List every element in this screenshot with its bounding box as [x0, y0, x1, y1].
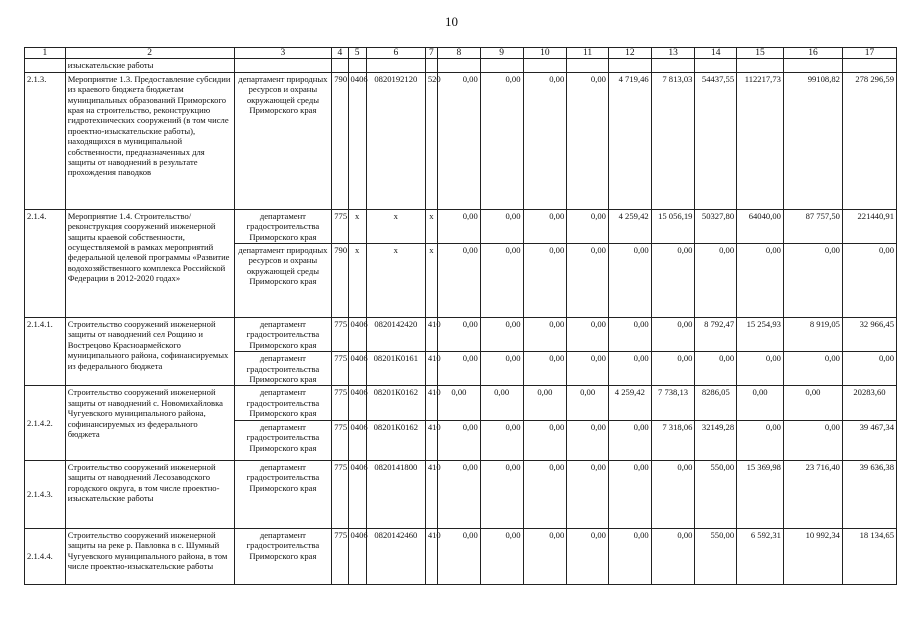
header-cell: 6 — [366, 48, 425, 59]
budget-table — [24, 47, 897, 585]
cell-value: 0,00 — [480, 209, 523, 243]
cell-value: 0,00 — [523, 209, 567, 243]
cell-value: 0,00 — [783, 352, 842, 386]
cell-value: 0,00 — [608, 420, 651, 460]
table-row — [25, 209, 897, 243]
cell-value: 0,00 — [438, 209, 481, 243]
cell-value: 39 636,38 — [842, 460, 896, 528]
cell-value: 0406 — [348, 460, 366, 528]
cell-value: 0406 — [348, 72, 366, 209]
cell-value: 775 — [332, 352, 348, 386]
row-organization: департамент градостроительства Приморского края — [234, 460, 332, 528]
cell-value: 0820141800 — [366, 460, 425, 528]
cell-value: 775 — [332, 209, 348, 243]
row-number: 2.1.4.1. — [25, 318, 66, 386]
cell-value: 0,00 — [783, 386, 842, 420]
cell-value: 8286,05 — [695, 386, 737, 420]
cell-value: 0,00 — [480, 244, 523, 318]
cell-value: 790 — [332, 244, 348, 318]
header-cell: 3 — [234, 48, 332, 59]
cell-value: 0,00 — [523, 460, 567, 528]
continuation-text: изыскательские работы — [65, 59, 234, 72]
table-row — [25, 528, 897, 584]
cell-value: х — [366, 244, 425, 318]
cell-value: 550,00 — [695, 460, 737, 528]
cell-value: 0,00 — [737, 352, 784, 386]
cell-value: 790 — [332, 72, 348, 209]
cell-value: 0,00 — [480, 528, 523, 584]
cell-value: 0,00 — [783, 244, 842, 318]
cell-value: 0,00 — [523, 420, 567, 460]
cell-value: 0,00 — [695, 244, 737, 318]
cell-value: 0,00 — [567, 244, 609, 318]
cell-value: 0,00 — [608, 528, 651, 584]
cell-value: 0,00 — [567, 72, 609, 209]
page-number: 10 — [445, 14, 458, 29]
row-organization: департамент градостроительства Приморского края — [234, 352, 332, 386]
cell-value: 0,00 — [480, 460, 523, 528]
table-row — [25, 460, 897, 528]
row-number: 2.1.3. — [25, 72, 66, 209]
cell-value: 0,00 — [438, 318, 481, 352]
cell-value: 112217,73 — [737, 72, 784, 209]
cell-value: 0,00 — [480, 352, 523, 386]
cell-value: 0,00 — [480, 318, 523, 352]
cell-value: 4 719,46 — [608, 72, 651, 209]
cell-value: 775 — [332, 528, 348, 584]
cell-value: 0,00 — [438, 72, 481, 209]
cell-value: 0,00 — [608, 460, 651, 528]
cell-value: 54437,55 — [695, 72, 737, 209]
cell-value: 99108,82 — [783, 72, 842, 209]
cell-value: 0,00 — [608, 352, 651, 386]
header-cell: 13 — [651, 48, 695, 59]
header-cell: 12 — [608, 48, 651, 59]
row-number: 2.1.4. — [25, 209, 66, 317]
cell-value: 0,00 — [737, 420, 784, 460]
cell-value: 0406 — [348, 420, 366, 460]
cell-value: 0,00 — [567, 420, 609, 460]
row-name: Строительство сооружений инженерной защиты от наводнений Лесозаводского городского округа, в том числе проектно-изыскательские работы — [65, 460, 234, 528]
cell-value: 410 — [425, 318, 437, 352]
cell-value: 8 792,47 — [695, 318, 737, 352]
cell-value: 0,00 — [842, 352, 896, 386]
cell-value: 0,00 — [523, 244, 567, 318]
cell-value: 0,00 — [695, 352, 737, 386]
cell-value: 0406 — [348, 352, 366, 386]
cell-value: 0,00 — [567, 386, 609, 420]
cell-value: 278 296,59 — [842, 72, 896, 209]
cell-value: 32149,28 — [695, 420, 737, 460]
cell-value: 0,00 — [651, 244, 695, 318]
cell-value: 0,00 — [438, 386, 481, 420]
cell-value: 0,00 — [651, 352, 695, 386]
row-number: 2.1.4.2. — [25, 386, 66, 460]
header-row — [25, 48, 897, 59]
cell-value: 410 — [425, 386, 437, 420]
cell-value: х — [366, 209, 425, 243]
cell-value: 64040,00 — [737, 209, 784, 243]
cell-value: 15 056,19 — [651, 209, 695, 243]
row-organization: департамент природных ресурсов и охраны окружающей среды Приморского края — [234, 244, 332, 318]
cell-value: 23 716,40 — [783, 460, 842, 528]
cell-value: 775 — [332, 420, 348, 460]
row-name: Мероприятие 1.4. Строительство/реконструкция сооружений инженерной защиты краевой собственности, осуществляемой в рамках мероприятий федеральной целевой программы «Развитие водохозяйственного комплекса Российской Федерации в 2012-2020 годах» — [65, 209, 234, 317]
cell-value: 0820142420 — [366, 318, 425, 352]
cell-value: 39 467,34 — [842, 420, 896, 460]
cell-value: 7 318,06 — [651, 420, 695, 460]
cell-value: 0406 — [348, 318, 366, 352]
table-row-continuation — [25, 59, 897, 72]
cell-value: 0,00 — [438, 244, 481, 318]
cell-value: 0,00 — [567, 318, 609, 352]
cell-value: 410 — [425, 460, 437, 528]
cell-value: 0,00 — [567, 528, 609, 584]
cell-value: 10 992,34 — [783, 528, 842, 584]
cell-value: 410 — [425, 420, 437, 460]
table-row — [25, 72, 897, 209]
cell-value: 0,00 — [480, 72, 523, 209]
row-organization: департамент градостроительства Приморского края — [234, 420, 332, 460]
cell-value: 0,00 — [438, 528, 481, 584]
cell-value: 87 757,50 — [783, 209, 842, 243]
header-cell: 11 — [567, 48, 609, 59]
header-cell: 15 — [737, 48, 784, 59]
cell-value: 775 — [332, 386, 348, 420]
cell-value: 0,00 — [438, 420, 481, 460]
cell-value: 32 966,45 — [842, 318, 896, 352]
cell-value: 50327,80 — [695, 209, 737, 243]
row-number: 2.1.4.4. — [25, 528, 66, 584]
cell-value: 0,00 — [842, 244, 896, 318]
cell-value: 0,00 — [651, 460, 695, 528]
cell-value: 520 — [425, 72, 437, 209]
cell-value: 0,00 — [438, 460, 481, 528]
cell-value: 0406 — [348, 386, 366, 420]
cell-value: 8 919,05 — [783, 318, 842, 352]
cell-value: 0820192120 — [366, 72, 425, 209]
cell-value: 7 813,03 — [651, 72, 695, 209]
cell-value: 0,00 — [651, 528, 695, 584]
row-name: Строительство сооружений инженерной защиты от наводнений с. Новомихайловка Чугуевского муниципального района, софинансируемых из федерального бюджета — [65, 386, 234, 460]
header-cell: 1 — [25, 48, 66, 59]
cell-value: 221440,91 — [842, 209, 896, 243]
cell-value: 08201К0162 — [366, 420, 425, 460]
cell-value: 20283,60 — [842, 386, 896, 420]
cell-value: 775 — [332, 318, 348, 352]
cell-value: 15 254,93 — [737, 318, 784, 352]
cell-value: 18 134,65 — [842, 528, 896, 584]
row-name: Строительство сооружений инженерной защиты на реке р. Павловка в с. Шумный Чугуевского муниципального района, в том числе проектно-изыскательские работы — [65, 528, 234, 584]
row-name: Мероприятие 1.3. Предоставление субсидии из краевого бюджета бюджетам муниципальных образований Приморского края на строительство, реконструкцию гидротехнических сооружений (в том числе проектно-изыскательские работы), находящихся в муниципальной собственности, предназначенных для защиты от наводнений в результате прохождения паводков — [65, 72, 234, 209]
cell-value: 0,00 — [567, 352, 609, 386]
row-organization: департамент градостроительства Приморского края — [234, 209, 332, 243]
cell-value: 0,00 — [438, 352, 481, 386]
row-organization: департамент градостроительства Приморского края — [234, 318, 332, 352]
cell-value: 0406 — [348, 528, 366, 584]
cell-value: 0,00 — [523, 528, 567, 584]
cell-value: 08201К0161 — [366, 352, 425, 386]
cell-value: 0,00 — [567, 460, 609, 528]
cell-value: 0,00 — [523, 352, 567, 386]
row-organization: департамент природных ресурсов и охраны окружающей среды Приморского края — [234, 72, 332, 209]
cell-value: х — [348, 209, 366, 243]
cell-value: 0820142460 — [366, 528, 425, 584]
cell-value: 0,00 — [523, 386, 567, 420]
cell-value: 0,00 — [480, 386, 523, 420]
row-organization: департамент градостроительства Приморского края — [234, 386, 332, 420]
row-number: 2.1.4.3. — [25, 460, 66, 528]
cell-value: х — [425, 209, 437, 243]
row-organization: департамент градостроительства Приморского края — [234, 528, 332, 584]
cell-value: 0,00 — [480, 420, 523, 460]
cell-value: 0,00 — [608, 244, 651, 318]
cell-value: 0,00 — [523, 72, 567, 209]
header-cell: 14 — [695, 48, 737, 59]
cell-value: 0,00 — [523, 318, 567, 352]
cell-value: 775 — [332, 460, 348, 528]
header-cell: 10 — [523, 48, 567, 59]
cell-value: 08201К0162 — [366, 386, 425, 420]
cell-value: 15 369,98 — [737, 460, 784, 528]
header-cell: 8 — [438, 48, 481, 59]
cell-value: 4 259,42 — [608, 386, 651, 420]
cell-value: 550,00 — [695, 528, 737, 584]
cell-value: х — [348, 244, 366, 318]
cell-value: х — [425, 244, 437, 318]
cell-value: 0,00 — [737, 386, 784, 420]
header-cell: 9 — [480, 48, 523, 59]
cell-value: 7 738,13 — [651, 386, 695, 420]
header-cell: 17 — [842, 48, 896, 59]
cell-value: 6 592,31 — [737, 528, 784, 584]
row-name: Строительство сооружений инженерной защиты от наводнений сел Рощино и Вострецово Красноармейского муниципального района, софинансируемых из федерального бюджета — [65, 318, 234, 386]
cell-value: 0,00 — [737, 244, 784, 318]
header-cell: 2 — [65, 48, 234, 59]
cell-value: 0,00 — [651, 318, 695, 352]
header-cell: 16 — [783, 48, 842, 59]
cell-value: 0,00 — [783, 420, 842, 460]
header-cell: 5 — [348, 48, 366, 59]
table-row — [25, 386, 897, 420]
cell-value: 4 259,42 — [608, 209, 651, 243]
table-row — [25, 318, 897, 352]
cell-value: 410 — [425, 352, 437, 386]
header-cell: 7 — [425, 48, 437, 59]
cell-value: 0,00 — [608, 318, 651, 352]
header-cell: 4 — [332, 48, 348, 59]
cell-value: 0,00 — [567, 209, 609, 243]
cell-value: 410 — [425, 528, 437, 584]
